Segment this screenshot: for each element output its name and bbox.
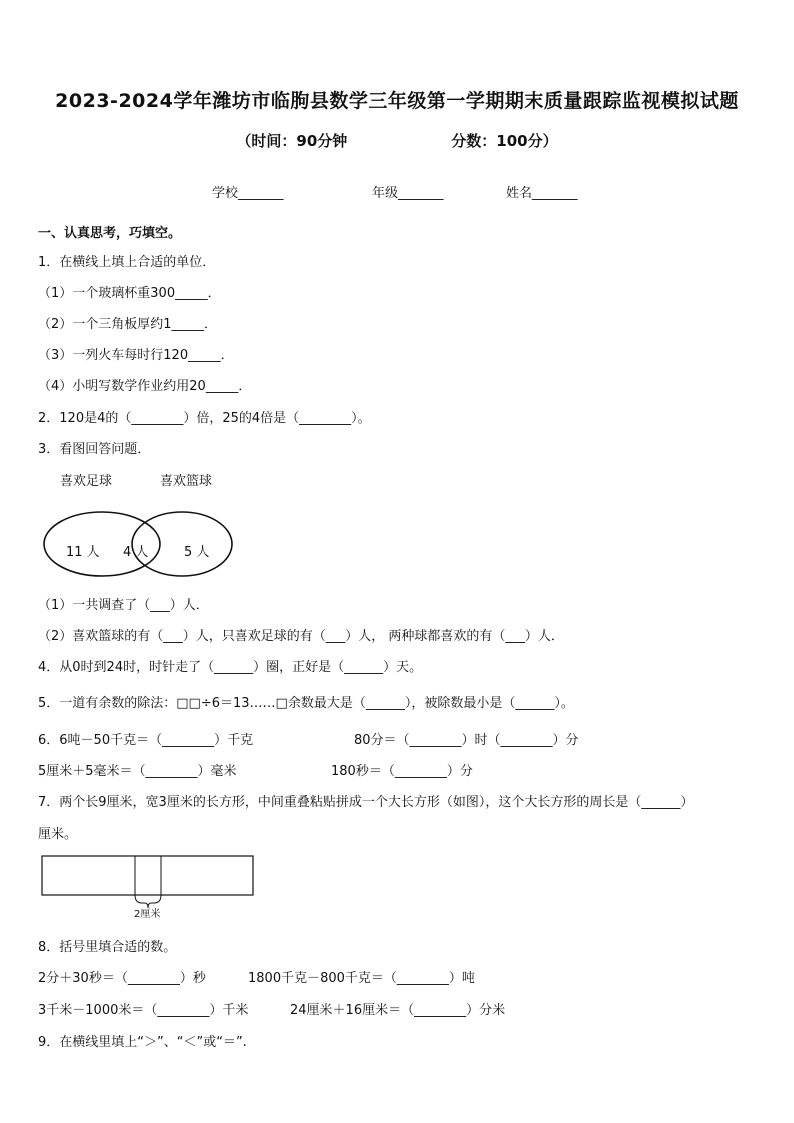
score-label: 分数：100分） (451, 132, 558, 150)
q8-c: 3千米－1000米＝（________）千米 (38, 1003, 249, 1018)
q1-item-2: （2）一个三角板厚约1_____． (38, 317, 218, 332)
q1-item-1: （1）一个玻璃杯重300_____． (38, 286, 221, 301)
basketball-circle (132, 512, 232, 576)
q3-sub1: （1）一共调查了（___）人． (38, 598, 209, 613)
venn-diagram (38, 466, 278, 586)
school-field: 学校_______ (212, 186, 284, 201)
venn-right-label: 喜欢篮球 (160, 474, 213, 489)
q8-d: 24厘米＋16厘米＝（________）分米 (290, 1003, 506, 1018)
q3-stem: 3．看图回答问题． (38, 442, 151, 457)
name-field: 姓名_______ (506, 186, 578, 201)
q1-stem: 1．在横线上填上合适的单位． (38, 255, 216, 270)
q6-c: 5厘米＋5毫米＝（________）毫米 (38, 764, 237, 779)
page-title: 2023-2024学年潍坊市临朐县数学三年级第一学期期末质量跟踪监视模拟试题 (55, 90, 739, 112)
big-rectangle (42, 856, 253, 895)
q6-a: 6．6吨－50千克＝（________）千克 (38, 733, 254, 748)
q7-line2: 厘米。 (38, 827, 78, 842)
q6-b: 80分＝（________）时（________）分 (354, 733, 579, 748)
section-heading: 一、认真思考，巧填空。 (38, 226, 182, 241)
venn-overlap-count: 4 人 (123, 545, 149, 560)
q3-sub2: （2）喜欢篮球的有（___）人，只喜欢足球的有（___）人， 两种球都喜欢的有（___）人． (38, 629, 564, 644)
q8-stem: 8．括号里填合适的数。 (38, 940, 177, 955)
q6-d: 180秒＝（________）分 (331, 764, 473, 779)
venn-left-label: 喜欢足球 (60, 474, 113, 489)
grade-field: 年级_______ (372, 186, 444, 201)
q5-stem: 5．一道有余数的除法：□□÷6＝13……□余数最大是（______），被除数最小是（______）。 (38, 696, 574, 711)
q4-stem: 4．从0时到24时，时针走了（______）圈，正好是（______）天。 (38, 660, 423, 675)
exam-meta (0, 130, 794, 151)
q1-item-4: （4）小明写数学作业约用20_____． (38, 379, 252, 394)
time-label: （时间：90分钟 (236, 132, 348, 150)
q1-item-3: （3）一列火车每时行120_____． (38, 348, 234, 363)
overlap-brace (135, 895, 161, 908)
q7-line1: 7．两个长9厘米，宽3厘米的长方形，中间重叠粘贴拼成一个大长方形（如图），这个大长方形的周长是（______） (38, 795, 694, 810)
venn-left-count: 11 人 (66, 545, 100, 560)
q8-a: 2分＋30秒＝（________）秒 (38, 971, 206, 986)
overlap-label: 2厘米 (134, 909, 161, 920)
rectangle-diagram (40, 853, 260, 925)
q8-b: 1800千克－800千克＝（________）吨 (248, 971, 475, 986)
q2-stem: 2．120是4的（________）倍，25的4倍是（________）。 (38, 411, 371, 426)
q9-stem: 9．在横线里填上“＞”、“＜”或“＝”. (38, 1035, 247, 1050)
venn-right-count: 5 人 (184, 545, 210, 560)
football-circle (44, 512, 160, 576)
